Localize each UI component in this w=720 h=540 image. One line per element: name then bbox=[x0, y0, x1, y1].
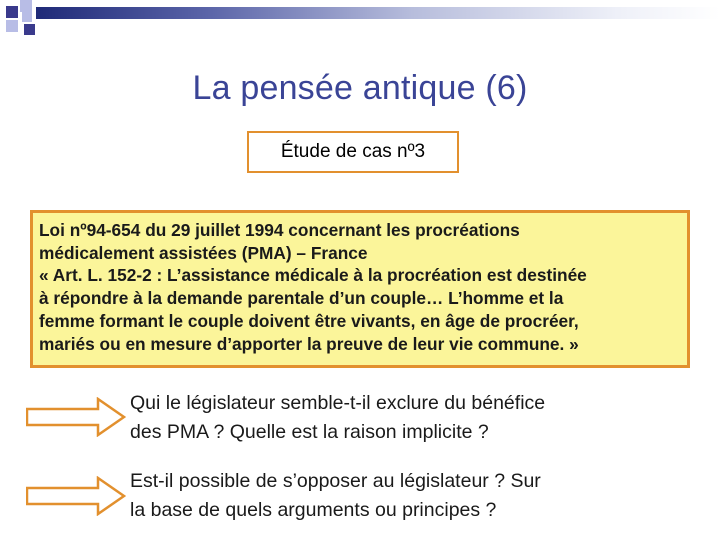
case-study-label-text: Étude de cas nº3 bbox=[280, 141, 426, 162]
law-excerpt-box bbox=[30, 210, 690, 368]
header-stripe bbox=[36, 7, 720, 19]
law-line: « Art. L. 152-2 : L’assistance médicale à la procréation est destinée bbox=[39, 265, 587, 286]
law-line: Loi nº94-654 du 29 juillet 1994 concernant les procréations bbox=[39, 220, 520, 240]
question-line: Est-il possible de s’opposer au législateur ? Sur bbox=[130, 470, 541, 492]
arrow-right-icon bbox=[26, 476, 126, 516]
law-line: mariés ou en mesure d’apporter la preuve de leur vie commune. » bbox=[39, 333, 579, 354]
slide-title: La pensée antique (6) bbox=[192, 68, 528, 107]
case-study-label bbox=[247, 131, 459, 173]
arrow-right-icon bbox=[26, 397, 126, 437]
question-line: des PMA ? Quelle est la raison implicite ? bbox=[130, 421, 489, 443]
question-2 bbox=[130, 467, 700, 525]
question-line: Qui le législateur semble-t-il exclure du bénéfice bbox=[130, 392, 546, 414]
law-line: femme formant le couple doivent être vivants, en âge de procréer, bbox=[39, 310, 579, 331]
law-line: à répondre à la demande parentale d’un couple… L’homme et la bbox=[39, 288, 564, 309]
question-line: la base de quels arguments ou principes ? bbox=[130, 499, 497, 521]
question-1 bbox=[130, 389, 700, 447]
law-line: médicalement assistées (PMA) – France bbox=[39, 242, 368, 263]
